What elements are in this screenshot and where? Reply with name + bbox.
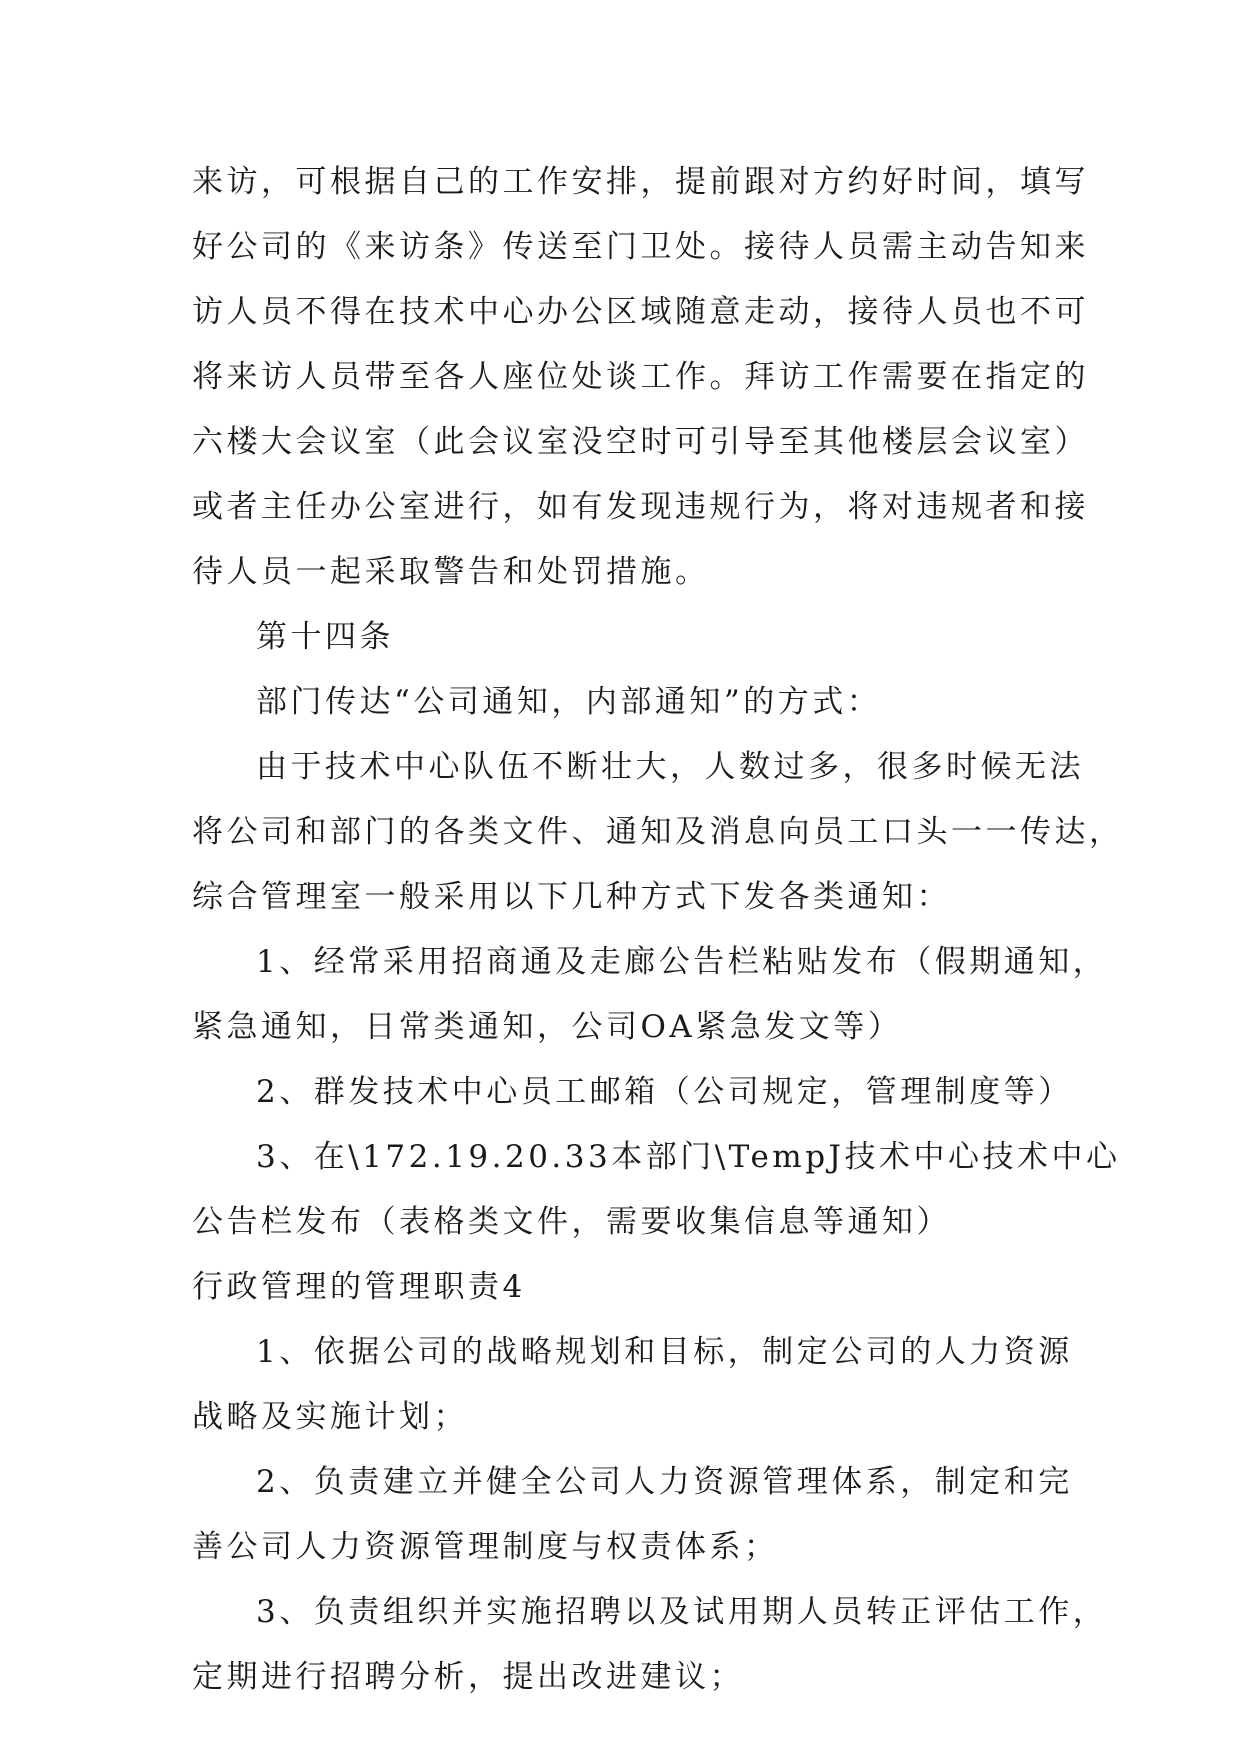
- text-line: 将公司和部门的各类文件、通知及消息向员工口头一一传达，: [192, 814, 1124, 850]
- text-line: 访人员不得在技术中心办公区域随意走动，接待人员也不可: [192, 294, 1089, 330]
- text-line: 战略及实施计划；: [192, 1399, 468, 1435]
- text-line: 部门传达“公司通知，内部通知”的方式：: [256, 684, 882, 720]
- list-item: 3、在\172.19.20.33本部门\TempJ技术中心技术中心: [256, 1139, 1121, 1175]
- text-line: 紧急通知，日常类通知，公司OA紧急发文等）: [192, 1009, 903, 1045]
- document-page: [192, 150, 1124, 1710]
- text-line: 定期进行招聘分析，提出改进建议；: [192, 1659, 744, 1695]
- text-line: 综合管理室一般采用以下几种方式下发各类通知：: [192, 879, 951, 915]
- article-heading: 第十四条: [256, 619, 394, 655]
- text-line: 来访，可根据自己的工作安排，提前跟对方约好时间，填写: [192, 164, 1089, 200]
- text-line: 好公司的《来访条》传送至门卫处。接待人员需主动告知来: [192, 229, 1089, 265]
- text-line: 六楼大会议室（此会议室没空时可引导至其他楼层会议室）: [192, 424, 1089, 460]
- text-line: 由于技术中心队伍不断壮大，人数过多，很多时候无法: [256, 749, 1084, 785]
- section-heading: 行政管理的管理职责4: [192, 1269, 526, 1305]
- text-line: 公告栏发布（表格类文件，需要收集信息等通知）: [192, 1204, 951, 1240]
- list-item: 1、依据公司的战略规划和目标，制定公司的人力资源: [256, 1334, 1073, 1370]
- list-item: 1、经常采用招商通及走廊公告栏粘贴发布（假期通知，: [256, 944, 1108, 980]
- list-item: 2、群发技术中心员工邮箱（公司规定，管理制度等）: [256, 1074, 1073, 1110]
- list-item: 2、负责建立并健全公司人力资源管理体系，制定和完: [256, 1464, 1073, 1500]
- text-line: 将来访人员带至各人座位处谈工作。拜访工作需要在指定的: [192, 359, 1089, 395]
- text-line: 待人员一起采取警告和处罚措施。: [192, 554, 710, 590]
- list-item: 3、负责组织并实施招聘以及试用期人员转正评估工作，: [256, 1594, 1108, 1630]
- text-line: 或者主任办公室进行，如有发现违规行为，将对违规者和接: [192, 489, 1089, 525]
- text-line: 善公司人力资源管理制度与权责体系；: [192, 1529, 779, 1565]
